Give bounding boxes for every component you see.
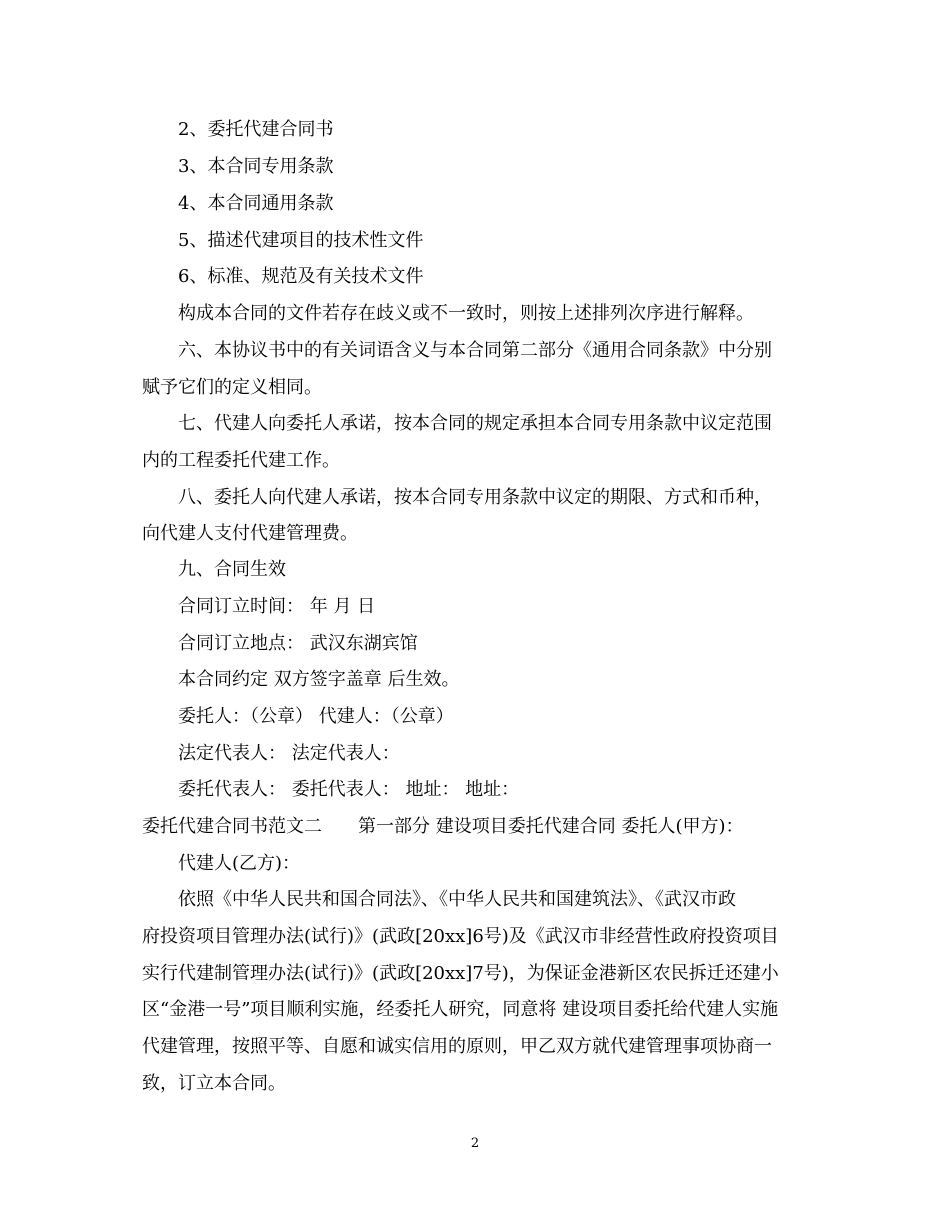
signing-place: 合同订立地点： 武汉东湖宾馆 — [178, 633, 418, 654]
preamble-line-6: 致，订立本合同。 — [142, 1073, 286, 1094]
clause-7-line-2: 内的工程委托代建工作。 — [142, 450, 340, 471]
signing-date: 合同订立时间： 年 月 日 — [178, 596, 376, 617]
legal-representative-line: 法定代表人： 法定代表人： — [178, 743, 400, 764]
list-item-5: 5、描述代建项目的技术性文件 — [178, 230, 424, 251]
preamble-line-5: 代建管理，按照平等、自愿和诚实信用的原则，甲乙双方就代建管理事项协商一 — [142, 1036, 772, 1057]
preamble-line-4: 区“金港一号”项目顺利实施，经委托人研究，同意将 建设项目委托给代建人实施 — [142, 999, 779, 1020]
clause-6-line-2: 赋予它们的定义相同。 — [142, 377, 322, 398]
list-item-3: 3、本合同专用条款 — [178, 156, 334, 177]
clause-6-line-1: 六、本协议书中的有关词语含义与本合同第二部分《通用合同条款》中分别 — [178, 340, 772, 361]
preamble-line-2: 府投资项目管理办法(试行)》(武政[20xx]6号)及《武汉市非经营性政府投资项目 — [142, 926, 779, 947]
effective-clause: 本合同约定 双方签字盖章 后生效。 — [178, 669, 460, 690]
agent-address-line: 委托代表人： 委托代表人： 地址： 地址： — [178, 779, 520, 800]
clause-9-heading: 九、合同生效 — [178, 559, 286, 580]
list-item-4: 4、本合同通用条款 — [178, 193, 334, 214]
page-number: 2 — [470, 1136, 480, 1151]
clause-8-line-1: 八、委托人向代建人承诺，按本合同专用条款中议定的期限、方式和币种， — [178, 487, 772, 508]
preamble-line-1: 依照《中华人民共和国合同法》、《中华人民共和国建筑法》、《武汉市政 — [178, 889, 736, 910]
section-title-line: 委托代建合同书范文二 第一部分 建设项目委托代建合同 委托人(甲方)： — [142, 816, 744, 837]
parties-seal-line: 委托人：（公章） 代建人：（公章） — [178, 706, 454, 727]
list-item-2: 2、委托代建合同书 — [178, 119, 334, 140]
clause-8-line-2: 向代建人支付代建管理费。 — [142, 523, 358, 544]
paragraph-line: 构成本合同的文件若存在歧义或不一致时，则按上述排列次序进行解释。 — [178, 303, 754, 324]
list-item-6: 6、标准、规范及有关技术文件 — [178, 266, 424, 287]
builder-party-line: 代建人(乙方)： — [178, 853, 301, 874]
clause-7-line-1: 七、代建人向委托人承诺，按本合同的规定承担本合同专用条款中议定范围 — [178, 413, 772, 434]
preamble-line-3: 实行代建制管理办法(试行)》(武政[20xx]7号)，为保证金港新区农民拆迁还建小 — [142, 963, 779, 984]
